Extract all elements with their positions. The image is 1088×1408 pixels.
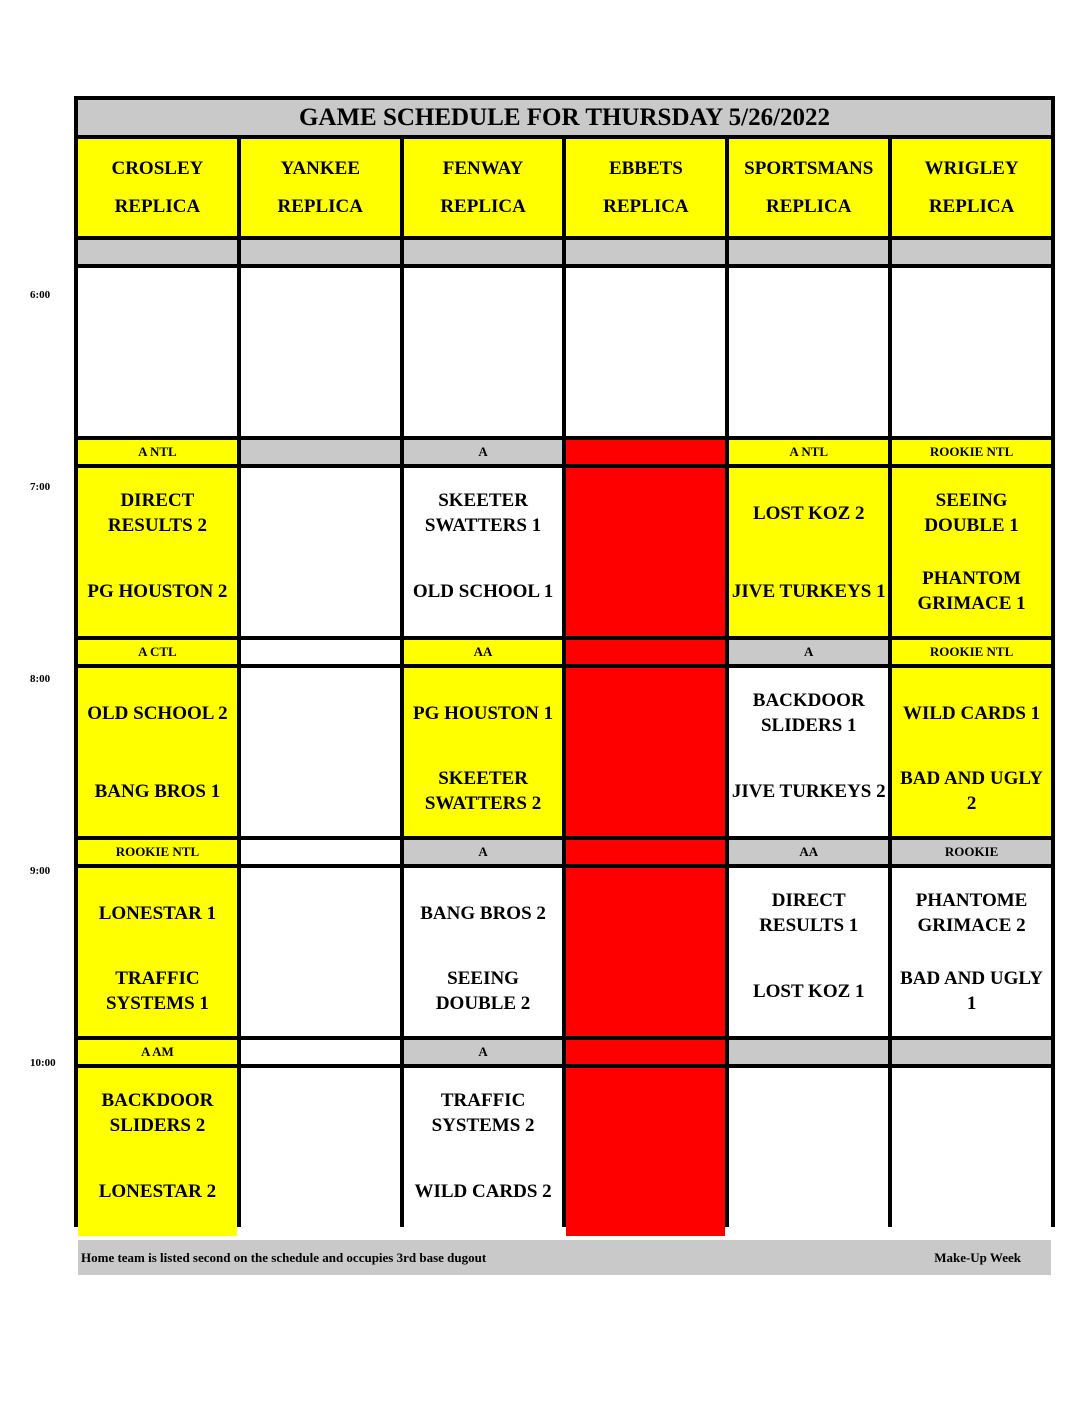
game-cell bbox=[892, 468, 1051, 636]
division-label bbox=[566, 240, 725, 264]
game-cell bbox=[241, 668, 400, 836]
division-label bbox=[566, 840, 725, 864]
field-header-yankee bbox=[241, 139, 400, 236]
away-team: BANG BROS 2 bbox=[420, 902, 546, 924]
division-label: ROOKIE NTL bbox=[78, 840, 237, 864]
field-name: SPORTSMANS bbox=[744, 157, 874, 179]
division-label bbox=[892, 240, 1051, 264]
home-team: WILD CARDS 2 bbox=[414, 1180, 552, 1202]
division-label bbox=[729, 240, 888, 264]
division-label: ROOKIE NTL bbox=[892, 640, 1051, 664]
away-team: BACKDOOR SLIDERS 2 bbox=[101, 1090, 214, 1136]
division-label: A NTL bbox=[729, 440, 888, 464]
away-team: SEEING DOUBLE 1 bbox=[924, 490, 1019, 536]
division-label: A AM bbox=[78, 1040, 237, 1064]
away-team: BACKDOOR SLIDERS 1 bbox=[752, 690, 865, 736]
game-cell bbox=[404, 1068, 563, 1236]
division-label: A bbox=[404, 1040, 563, 1064]
game-cell bbox=[892, 868, 1051, 1036]
away-team: LOST KOZ 2 bbox=[752, 502, 865, 524]
game-cell bbox=[729, 668, 888, 836]
field-name: CROSLEY bbox=[111, 157, 204, 179]
home-team: LONESTAR 2 bbox=[98, 1180, 217, 1202]
time-label: 7:00 bbox=[30, 481, 51, 493]
division-label: A bbox=[404, 840, 563, 864]
page-title: GAME SCHEDULE FOR THURSDAY 5/26/2022 bbox=[78, 100, 1051, 135]
division-label: ROOKIE bbox=[892, 840, 1051, 864]
division-label: A bbox=[404, 440, 563, 464]
division-label bbox=[404, 240, 563, 264]
field-sub: REPLICA bbox=[928, 195, 1015, 217]
division-label bbox=[566, 640, 725, 664]
field-header-wrigley bbox=[892, 139, 1051, 236]
schedule-grid bbox=[74, 96, 1055, 1265]
field-header-ebbets bbox=[566, 139, 725, 236]
division-label: AA bbox=[404, 640, 563, 664]
game-cell bbox=[404, 668, 563, 836]
game-cell bbox=[404, 268, 563, 436]
away-team: PG HOUSTON 1 bbox=[413, 702, 554, 724]
game-cell bbox=[566, 468, 725, 636]
game-cell bbox=[566, 868, 725, 1036]
game-cell bbox=[892, 668, 1051, 836]
game-cell bbox=[78, 468, 237, 636]
field-sub: REPLICA bbox=[277, 195, 363, 217]
game-cell bbox=[566, 668, 725, 836]
time-label: 10:00 bbox=[30, 1057, 56, 1069]
division-label bbox=[566, 1040, 725, 1064]
home-team: PHANTOM GRIMACE 1 bbox=[917, 568, 1026, 614]
away-team: WILD CARDS 1 bbox=[902, 702, 1041, 724]
game-cell bbox=[566, 268, 725, 436]
division-label bbox=[566, 440, 725, 464]
home-team: BANG BROS 1 bbox=[94, 780, 221, 802]
division-label bbox=[78, 240, 237, 264]
field-header-fenway bbox=[404, 139, 563, 236]
away-team: OLD SCHOOL 2 bbox=[87, 702, 228, 724]
division-label: A bbox=[729, 640, 888, 664]
field-sub: REPLICA bbox=[765, 195, 852, 217]
home-team: OLD SCHOOL 1 bbox=[412, 580, 554, 602]
away-team: DIRECT RESULTS 2 bbox=[107, 490, 207, 536]
game-cell bbox=[241, 268, 400, 436]
field-sub: REPLICA bbox=[114, 195, 201, 217]
field-header-sportsmans bbox=[729, 139, 888, 236]
game-cell bbox=[892, 1068, 1051, 1236]
field-name: YANKEE bbox=[280, 157, 361, 179]
division-label bbox=[241, 840, 400, 864]
game-cell bbox=[78, 668, 237, 836]
footer-note: Home team is listed second on the schedule and occupies 3rd base dugout bbox=[81, 1249, 487, 1265]
home-team: PG HOUSTON 2 bbox=[87, 580, 228, 602]
time-label: 8:00 bbox=[30, 673, 51, 685]
away-team: PHANTOME GRIMACE 2 bbox=[915, 890, 1028, 936]
field-sub: REPLICA bbox=[440, 195, 526, 217]
home-team: LOST KOZ 1 bbox=[752, 980, 865, 1002]
time-label: 9:00 bbox=[30, 865, 51, 877]
game-cell bbox=[404, 868, 563, 1036]
division-label: AA bbox=[729, 840, 888, 864]
away-team: LONESTAR 1 bbox=[98, 902, 217, 924]
home-team: SKEETER SWATTERS 2 bbox=[424, 768, 542, 814]
division-label bbox=[241, 440, 400, 464]
game-cell bbox=[892, 268, 1051, 436]
game-cell bbox=[241, 468, 400, 636]
home-team: BAD AND UGLY 1 bbox=[900, 968, 1044, 1014]
time-label: 6:00 bbox=[30, 289, 51, 301]
footer-week: Make-Up Week bbox=[934, 1249, 1021, 1265]
home-team: SEEING DOUBLE 2 bbox=[435, 968, 531, 1014]
game-cell bbox=[404, 468, 563, 636]
division-label: A NTL bbox=[78, 440, 237, 464]
footer bbox=[78, 1240, 1051, 1275]
division-label bbox=[241, 640, 400, 664]
game-cell bbox=[566, 1068, 725, 1236]
game-cell bbox=[241, 1068, 400, 1236]
game-cell bbox=[729, 1068, 888, 1236]
away-team: DIRECT RESULTS 1 bbox=[759, 890, 859, 936]
game-cell bbox=[241, 868, 400, 1036]
division-label bbox=[241, 1040, 400, 1064]
division-label: ROOKIE NTL bbox=[892, 440, 1051, 464]
game-cell bbox=[729, 468, 888, 636]
home-team: BAD AND UGLY 2 bbox=[900, 768, 1044, 814]
away-team: TRAFFIC SYSTEMS 2 bbox=[431, 1090, 535, 1136]
game-cell bbox=[729, 268, 888, 436]
home-team: JIVE TURKEYS 1 bbox=[731, 580, 886, 602]
home-team: TRAFFIC SYSTEMS 1 bbox=[105, 968, 209, 1014]
division-label bbox=[241, 240, 400, 264]
game-cell bbox=[78, 868, 237, 1036]
field-name: FENWAY bbox=[442, 157, 524, 179]
game-cell bbox=[729, 868, 888, 1036]
away-team: SKEETER SWATTERS 1 bbox=[424, 490, 542, 536]
field-header-crosley bbox=[78, 139, 237, 236]
game-cell bbox=[78, 268, 237, 436]
field-name: EBBETS bbox=[608, 157, 683, 179]
division-label bbox=[729, 1040, 888, 1064]
field-sub: REPLICA bbox=[603, 195, 689, 217]
division-label: A CTL bbox=[78, 640, 237, 664]
division-label bbox=[892, 1040, 1051, 1064]
field-name: WRIGLEY bbox=[924, 157, 1019, 179]
home-team: JIVE TURKEYS 2 bbox=[731, 780, 886, 802]
game-cell bbox=[78, 1068, 237, 1236]
